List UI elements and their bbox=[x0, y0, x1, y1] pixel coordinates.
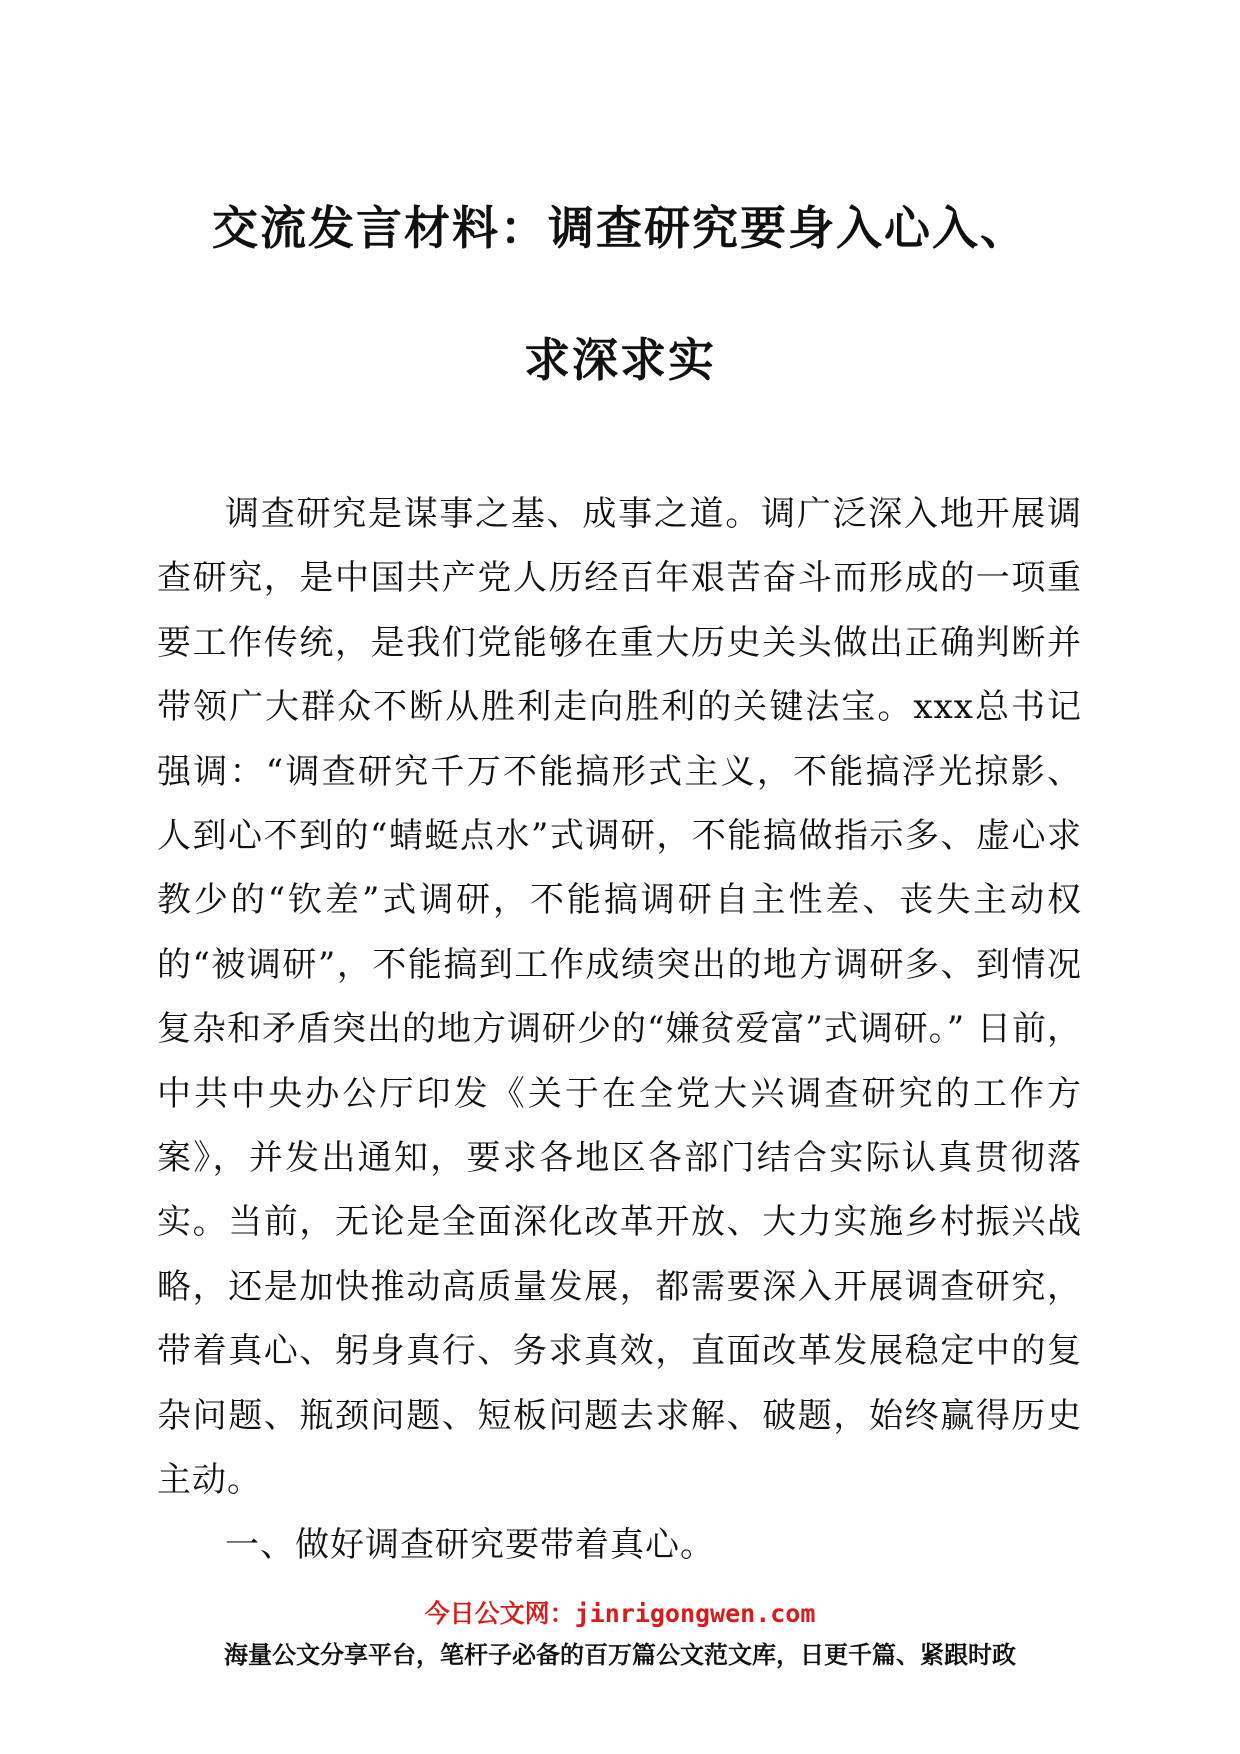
document-title-line-2: 求深求实 bbox=[524, 333, 716, 387]
footer-slogan: 海量公文分享平台，笔杆子必备的百万篇公文范文库，日更千篇、紧跟时政 bbox=[224, 1641, 1016, 1669]
footer-site-line bbox=[0, 1594, 1240, 1630]
document-title-line-1: 交流发言材料：调查研究要身入心入、 bbox=[212, 201, 1028, 255]
document-body bbox=[157, 482, 1082, 1577]
footer-site-url[interactable]: jinrigongwen.com bbox=[574, 1599, 816, 1628]
footer-site-name: 今日公文网： bbox=[424, 1599, 575, 1628]
body-paragraph-intro: 调查研究是谋事之基、成事之道。调广泛深入地开展调查研究，是中国共产党人历经百年艰苦奋斗而形成的一项重要工作传统，是我们党能够在重大历史关头做出正确判断并带领广大群众不断从胜利走向胜利的关键法宝。xxx总书记强调：“调查研究千万不能搞形式主义，不能搞浮光掠影、人到心不到的“蜻蜓点水”式调研，不能搞做指示多、虚心求教少的“钦差”式调研，不能搞调研自主性差、丧失主动权的“被调研”，不能搞到工作成绩突出的地方调研多、到情况复杂和矛盾突出的地方调研少的“嫌贫爱富”式调研。” 日前，中共中央办公厅印发《关于在全党大兴调查研究的工作方案》，并发出通知，要求各地区各部门结合实际认真贯彻落实。当前，无论是全面深化改革开放、大力实施乡村振兴战略，还是加快推动高质量发展，都需要深入开展调查研究，带着真心、躬身真行、务求真效，直面改革发展稳定中的复杂问题、瓶颈问题、短板问题去求解、破题，始终赢得历史主动。 bbox=[157, 494, 1082, 1501]
body-paragraph-section-heading: 一、做好调查研究要带着真心。 bbox=[225, 1524, 715, 1565]
